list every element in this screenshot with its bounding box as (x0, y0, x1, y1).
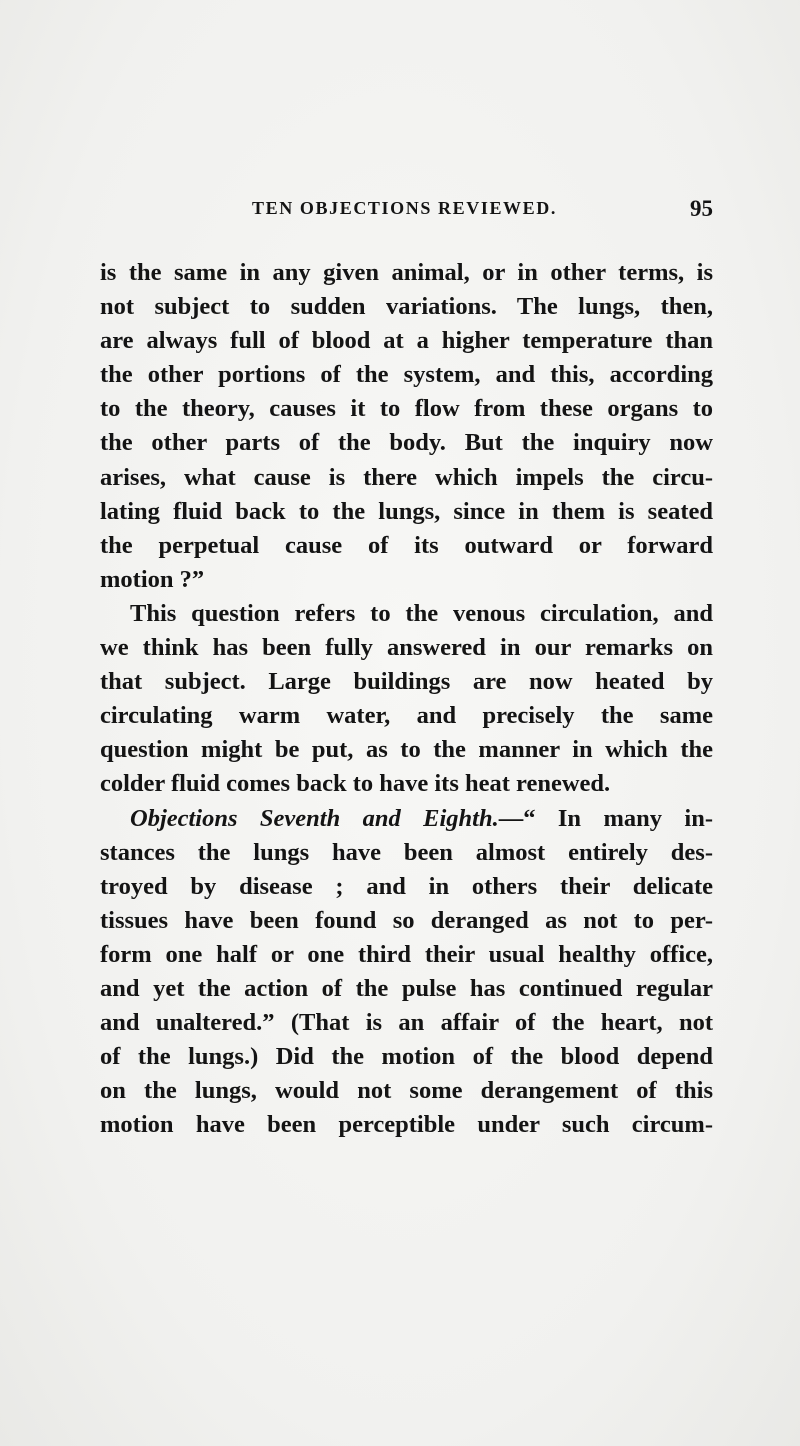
text-line: tissues have been found so deranged as not to per- (100, 906, 713, 934)
body-text (100, 256, 713, 1142)
text-line: on the lungs, would not some derangement of this (100, 1077, 713, 1105)
text-line: circulating warm water, and precisely the same (100, 702, 713, 730)
objections-heading: Objections Seventh and Eighth. (130, 804, 499, 832)
text-line: colder fluid comes back to have its heat renewed. (100, 770, 611, 798)
text-line: is the same in any given animal, or in other terms, is (100, 259, 713, 286)
objections-heading-line (100, 802, 713, 836)
text-line: arises, what cause is there which impels the circu- (100, 463, 713, 491)
running-header (100, 198, 713, 228)
page-number: 95 (690, 196, 713, 221)
text-line: troyed by disease ; and in others their delicate (100, 872, 713, 900)
text-line: lating fluid back to the lungs, since in them is seated (100, 497, 713, 525)
objections-quote-start: —“ In many in- (498, 804, 713, 832)
text-line: the other parts of the body. But the inquiry now (100, 429, 713, 457)
text-line: that subject. Large buildings are now heated by (100, 668, 713, 696)
text-line: to the theory, causes it to flow from these organs to (100, 395, 713, 423)
text-line: of the lungs.) Did the motion of the blood depend (100, 1043, 713, 1071)
text-line: This question refers to the venous circulation, and (130, 599, 713, 627)
text-line: the other portions of the system, and this, according (100, 361, 713, 389)
text-line: form one half or one third their usual healthy office, (100, 940, 713, 968)
text-line: motion have been perceptible under such circum- (100, 1111, 713, 1139)
text-line: not subject to sudden variations. The lungs, then, (100, 293, 713, 321)
text-line: question might be put, as to the manner in which the (100, 736, 713, 764)
text-line: motion ?” (100, 565, 205, 593)
text-line: and yet the action of the pulse has continued regular (100, 974, 713, 1002)
running-title: TEN OBJECTIONS REVIEWED. (252, 198, 557, 218)
text-line: are always full of blood at a higher temperature than (100, 327, 713, 355)
text-line: and unaltered.” (That is an affair of the heart, not (100, 1009, 713, 1037)
text-line: the perpetual cause of its outward or forward (100, 531, 713, 559)
text-line: stances the lungs have been almost entirely des- (100, 838, 713, 866)
text-line: we think has been fully answered in our remarks on (100, 634, 713, 662)
